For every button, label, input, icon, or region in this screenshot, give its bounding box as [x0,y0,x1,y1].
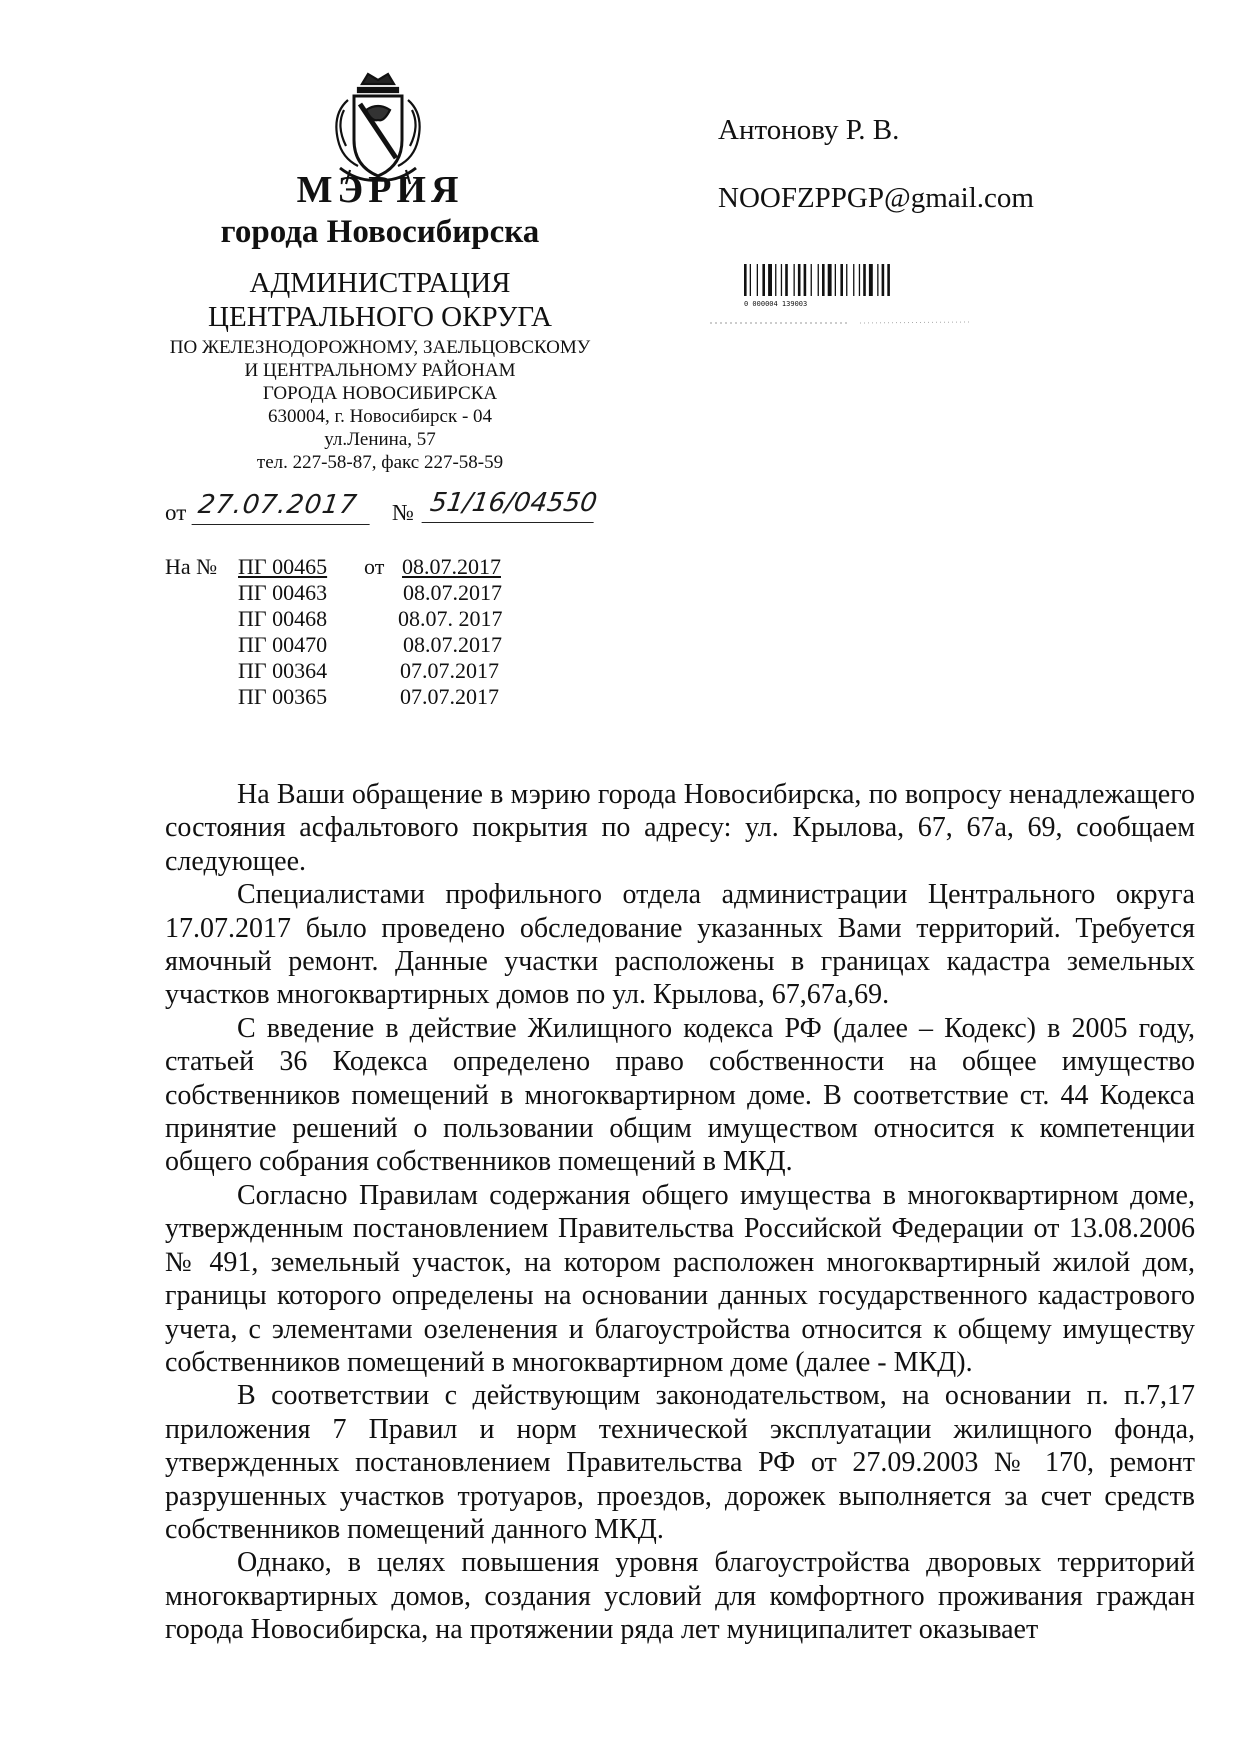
reference-from-label: от [364,554,385,579]
admin-phone: тел. 227-58-87, факс 227-58-59 [256,452,504,473]
reference-date: 08.07.2017 [403,580,502,605]
body-paragraph: Однако, в целях повышения уровня благоустройства дворовых территорий многоквартирных домов, создания условий для комфортного проживания граждан города Новосибирска, на протяжении ряда лет муниципалитет оказывает [165,1547,1195,1646]
reference-label: На № [165,554,218,579]
body-paragraph: С введение в действие Жилищного кодекса РФ (далее – Кодекс) в 2005 году, статьей 36 Кодекса определено право собственности на общее имущество собственников помещений в многоквартирном доме. В соответствие ст. 44 Кодекса принятие решений о пользовании общим имуществом относится к компетенции общего собрания собственников помещений в МКД. [165,1012,1195,1178]
reference-date: 08.07.2017 [402,554,501,579]
barcode-digits: 0 000004 139003 [744,300,808,308]
reference-row [0,632,600,658]
body-paragraph: В соответствии с действующим законодательством, на основании п. п.7,17 приложения 7 Правил и норм технической эксплуатации жилищного фонда, утвержденных постановлением Правительства РФ от 27.09.2003 № 170, ремонт разрушенных участков тротуаров, проездов, дорожек выполняется за счет средств собственников помещений данного МКД. [165,1380,1195,1545]
reference-number: ПГ 00468 [238,606,328,631]
body-paragraph: На Ваши обращение в мэрию города Новосибирска, по вопросу ненадлежащего состояния асфальтового покрытия по адресу: ул. Крылова, 67, 67а, 69, сообщаем следующее. [165,779,1195,877]
reference-number: ПГ 00470 [238,632,328,657]
outgoing-number-label: № [392,500,414,525]
letter-body [165,778,1195,1647]
dotted-line-icon [700,318,980,328]
body-paragraph: Специалистами профильного отдела администрации Центрального округа 17.07.2017 было проведено обследование указанных Вами территорий. Требуется ямочный ремонт. Данные участки расположены в границах кадастра земельных участков многоквартирных домов по ул. Крылова, 67,67а,69. [165,879,1195,1011]
reference-row [0,580,600,606]
reference-number: ПГ 00365 [238,684,328,709]
reference-number: ПГ 00463 [238,580,328,605]
admin-subline: ГОРОДА НОВОСИБИРСКА [262,383,498,404]
reference-date: 07.07.2017 [400,684,499,709]
barcode-icon [742,262,942,308]
outgoing-from-label: от [165,500,187,525]
reference-date: 07.07.2017 [400,658,499,683]
mayor-city: города Новосибирска [220,214,540,250]
admin-district: ЦЕНТРАЛЬНОГО ОКРУГА [208,301,552,333]
body-paragraph: Согласно Правилам содержания общего имущества в многоквартирном доме, утвержденным постановлением Правительства Российской Федерации от 13.08.2006 № 491, земельный участок, на котором расположен многоквартирный жилой дом, границы которого определены на основании данных государственного кадастрового учета, с элементами озеленения и благоустройства относится к общему имуществу собственников помещений в многоквартирном доме (далее - МКД). [165,1179,1195,1378]
recipient-email: NOOFZPPGP@gmail.com [718,182,1034,214]
reference-number: ПГ 00465 [238,554,328,579]
reference-row [0,658,600,684]
outgoing-date-handwritten: 27.07.2017 [192,490,375,525]
admin-subline: ПО ЖЕЛЕЗНОДОРОЖНОМУ, ЗАЕЛЬЦОВСКОМУ [169,337,591,358]
reference-row [0,684,600,710]
admin-street: ул.Ленина, 57 [324,429,436,450]
outgoing-number-handwritten: 51/16/04550 [422,488,599,523]
admin-subline: И ЦЕНТРАЛЬНОМУ РАЙОНАМ [244,360,516,381]
reference-row [0,554,600,580]
reference-date: 08.07.2017 [403,632,502,657]
reference-date: 08.07. 2017 [398,606,503,631]
admin-address: 630004, г. Новосибирск - 04 [267,406,493,427]
recipient-name: Антонову Р. В. [718,114,900,146]
admin-title: АДМИНИСТРАЦИЯ [249,267,511,299]
reference-row [0,606,600,632]
mayor-title: МЭРИЯ [296,169,464,211]
reference-number: ПГ 00364 [238,658,328,683]
